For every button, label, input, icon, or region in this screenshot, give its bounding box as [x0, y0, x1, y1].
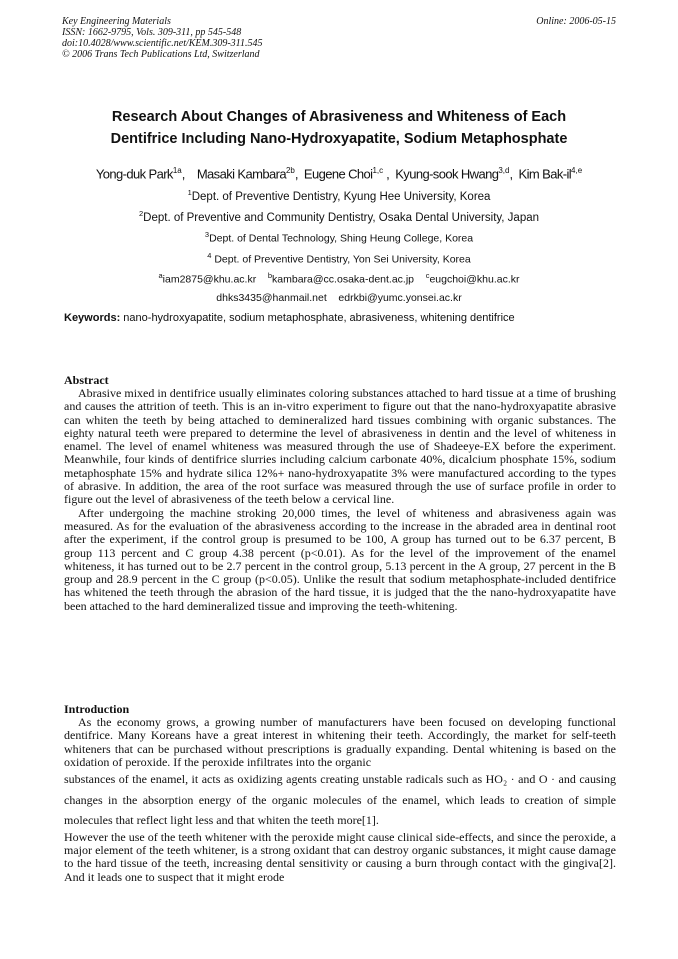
email-link[interactable]: eugchoi@khu.ac.kr	[429, 273, 520, 286]
introduction-heading: Introduction	[64, 702, 130, 716]
intro-paragraph: As the economy grows, a growing number of manufacturers have been focused on developing functional dentifrice. Many Koreans have a great interest in whitening their teeth. Accordingly, the market for self-teeth whiteners that can be purchased without prescriptions is gradually expanding. Dental whitening is based on the oxidation of peroxide. If the peroxide infiltrates into the organic	[64, 715, 616, 769]
affiliation-text: Dept. of Dental Technology, Shing Heung College, Korea	[209, 232, 474, 245]
affiliation-3	[30, 230, 648, 245]
author-sup: 4,e	[571, 166, 583, 175]
author-name: Masaki Kambara	[196, 166, 286, 182]
author-sep: ,	[294, 166, 301, 182]
intro-paragraph: However the use of the teeth whitener with the peroxide might cause clinical side-effects, and since the peroxide, a major element of the teeth whitener, is a strong oxidant that can destroy organic substances, it might cause damage to the hard tissue of the teeth, increasing dental sensitivity or causing a burn through contact with the gingiva[2]. And it leads one to suspect that it might erode	[64, 829, 616, 884]
email-line-2[interactable]: dhks3435@hanmail.net edrkbi@yumc.yonsei.ac.kr	[216, 292, 462, 304]
affiliation-sup: 1	[187, 188, 192, 197]
title-line-2: Dentifrice Including Nano-Hydroxyapatite, Sodium Metaphosphate	[110, 131, 568, 147]
author-sup: 1,c	[372, 166, 384, 175]
title-line-1: Research About Changes of Abrasiveness and Whiteness of Each	[111, 109, 567, 125]
affiliation-text: Dept. of Preventive Dentistry, Yon Sei University, Korea	[211, 253, 471, 266]
abstract-paragraph: After undergoing the machine stroking 20,000 times, the level of whiteness and abrasiveness again was measured. As for the evaluation of the abrasiveness according to the increase in the abraded area in dentinal root after the experiment, if the control group is presumed to be 100, A group has turned out to be 6.37 percent, B group 113 percent and C group 4.38 percent (p<0.01). As for the level of the improvement of the enamel whiteness, it has turned out to be 2.7 percent in the control group, 5.13 percent in the A group, 27 percent in the B group and 28.9 percent in the C group (p<0.05). Unlike the result that sodium metaphosphate-included dentifrice has whitened the teeth through the abrasion of the hard tissue, it is judged that the the nano-hydroxyapatite have been attached to the hard demineralized tissue and improving the teeth-whitening.	[64, 505, 616, 613]
author-name: Kim Bak-il	[518, 166, 572, 182]
affiliation-sup: 3	[204, 230, 210, 239]
introduction-body	[64, 716, 616, 884]
affiliation-2	[30, 209, 648, 224]
journal-issn: ISSN: 1662-9795, Vols. 309-311, pp 545-548	[62, 27, 242, 38]
email-link[interactable]: kambara@cc.osaka-dent.ac.jp	[272, 273, 415, 286]
email-link[interactable]: iam2875@khu.ac.kr	[162, 273, 257, 286]
intro-paragraph: substances of the enamel, it acts as oxidizing agents creating unstable radicals such as HO₂ · and O · and causing changes in the absorption energy of the organic molecules of the enamel, which leads to creation of simple molecules that reflect light less and that whiten the teeth more[1].	[64, 772, 616, 828]
author-name: Yong-duk Park	[95, 166, 173, 182]
author-sep: ,	[383, 166, 393, 182]
journal-doi: doi:10.4028/www.scientific.net/KEM.309-311.545	[62, 38, 263, 49]
journal-copyright: © 2006 Trans Tech Publications Ltd, Switzerland	[62, 49, 260, 60]
affiliation-text: Dept. of Preventive and Community Dentistry, Osaka Dental University, Japan	[143, 211, 540, 224]
author-sup: 2b	[285, 166, 295, 175]
author-name: Kyung-sook Hwang	[395, 166, 499, 182]
affiliation-4	[30, 251, 648, 266]
author-sup: 3,d	[498, 166, 510, 175]
keywords-text: nano-hydroxyapatite, sodium metaphosphate, abrasiveness, whitening dentifrice	[120, 312, 515, 324]
email-line-1	[30, 271, 648, 286]
author-sep: ,	[181, 166, 194, 182]
abstract-heading: Abstract	[64, 373, 109, 387]
affiliation-text: Dept. of Preventive Dentistry, Kyung Hee University, Korea	[191, 190, 491, 203]
author-list	[30, 166, 648, 181]
email-sup: c	[425, 271, 430, 280]
email-sup: a	[158, 271, 163, 280]
email-sup: b	[267, 271, 273, 280]
affiliation-sup: 4	[207, 251, 212, 260]
affiliation-sup: 2	[138, 209, 144, 218]
paper-title	[40, 106, 638, 150]
affiliation-1	[30, 188, 648, 203]
abstract-paragraph: Abrasive mixed in dentifrice usually eliminates coloring substances attached to hard tissue at a time of brushing and causes the attrition of teeth. This is an in-vitro experiment to figure out that the nano-hydroxyapatite abrasive can whiten the teeth by being attached to demineralized hard tissues combining with organic substances. The eighty natural teeth were prepared to determine the level of abrasiveness in dentin and the level of whiteness in enamel. The level of enamel whiteness was measured through the use of Shadeeye-EX before the experiment. Meanwhile, four kinds of dentifrice slurries including calcium carbonate 40%, dicalcium phosphate 15%, sodium metaphosphate 15% and hydrate silica 12%+ nano-hydroxyapatite 3% were manufactured according to the types of abrasive. In addition, the area of the root surface was measured through the use of surface profile in order to figure out the level of abrasiveness of the teeth below a cervical line.	[64, 386, 616, 507]
author-sup: 1a	[172, 166, 182, 175]
journal-name: Key Engineering Materials	[62, 16, 171, 27]
author-sep: ,	[509, 166, 516, 182]
online-date: Online: 2006-05-15	[536, 16, 616, 27]
keywords	[64, 312, 624, 324]
author-name: Eugene Choi	[303, 166, 373, 182]
abstract-body	[64, 387, 616, 613]
journal-header	[62, 16, 262, 60]
keywords-label: Keywords:	[64, 312, 121, 324]
